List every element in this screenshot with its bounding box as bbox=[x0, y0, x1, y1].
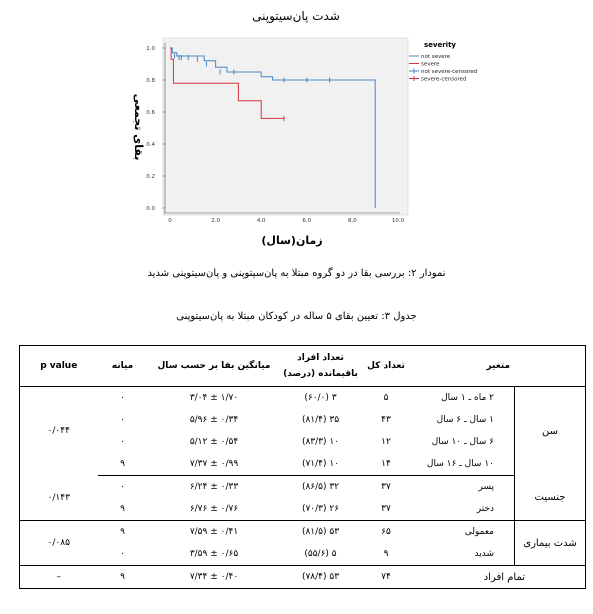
median-cell: ۹ bbox=[98, 566, 148, 589]
variable-cell: شدت بیماری bbox=[515, 521, 586, 566]
figure-caption: نمودار ۲: بررسی بقا در دو گروه مبتلا به پان‌سیتوپنی و پان‌سیتوپنی شدید bbox=[147, 268, 446, 279]
variable-cell: جنسیت bbox=[515, 476, 586, 521]
x-tick-label: 2.0 bbox=[211, 218, 220, 224]
legend-title: severity bbox=[424, 41, 456, 49]
table-header-row bbox=[20, 346, 586, 387]
mean-cell: ۰/۹۹ ± ۷/۳۷ bbox=[148, 453, 281, 476]
y-tick-label: 0.6 bbox=[146, 110, 155, 116]
table-row bbox=[20, 521, 586, 544]
table-row bbox=[20, 431, 586, 453]
y-tick-label: 0.0 bbox=[146, 206, 155, 212]
median-cell: ۹ bbox=[98, 498, 148, 521]
legend-entry: not severe-censored bbox=[421, 69, 478, 75]
survivors-cell: ۳۲ (۸۶/۵) bbox=[301, 482, 340, 492]
table-caption: جدول ۳: تعیین بقای ۵ ساله در کودکان مبتلا به پان‌سیتوپنی bbox=[176, 311, 417, 322]
header-pvalue: p value bbox=[20, 346, 98, 387]
table-row bbox=[20, 409, 586, 431]
mean-cell: ۰/۴۰ ± ۷/۳۴ bbox=[148, 566, 281, 589]
pvalue-cell: – bbox=[20, 566, 98, 589]
mean-cell: ۰/۳۴ ± ۵/۹۶ bbox=[189, 415, 239, 425]
table-row bbox=[20, 387, 586, 410]
survivors-cell: ۲۶ (۷۰/۳) bbox=[281, 498, 361, 521]
results-table bbox=[19, 345, 586, 589]
median-cell: ۹ bbox=[120, 527, 125, 537]
category-cell: معمولی bbox=[464, 527, 494, 537]
survivors-cell: ۱۰ (۷۱/۴) bbox=[281, 453, 361, 476]
pvalue-cell: ۰/۰۸۵ bbox=[20, 521, 98, 566]
category-cell: ۲ ماه ـ ۱ سال bbox=[441, 393, 494, 403]
y-tick-label: 1.0 bbox=[146, 46, 155, 52]
y-tick-label: 0.8 bbox=[146, 78, 155, 84]
survivors-cell: ۱۰ (۸۳/۳) bbox=[301, 437, 340, 447]
table-row bbox=[20, 543, 586, 566]
total-cell: ۶۵ bbox=[381, 527, 391, 537]
category-cell: ۱ سال ـ ۶ سال bbox=[436, 415, 494, 425]
mean-cell: ۰/۶۵ ± ۳/۵۹ bbox=[148, 543, 281, 566]
total-cell: ۱۴ bbox=[361, 453, 412, 476]
survivors-cell: ۵۳ (۸۱/۵) bbox=[301, 527, 340, 537]
median-cell: ۰ bbox=[120, 393, 125, 403]
category-cell: دختر bbox=[412, 498, 515, 521]
legend-entry: severe-censored bbox=[421, 76, 467, 83]
category-cell: پسر bbox=[478, 482, 494, 492]
median-cell: ۰ bbox=[120, 415, 125, 425]
table-row bbox=[20, 453, 586, 476]
mean-cell: ۰/۳۳ ± ۶/۲۴ bbox=[189, 482, 239, 492]
total-cell: ۳۷ bbox=[361, 498, 412, 521]
header-median: میانه bbox=[98, 346, 148, 387]
category-cell: شدید bbox=[412, 543, 515, 566]
legend bbox=[409, 41, 477, 83]
survivors-cell: ۵۳ (۷۸/۴) bbox=[281, 566, 361, 589]
mean-cell: ۰/۴۱ ± ۷/۵۹ bbox=[189, 527, 239, 537]
x-tick-label: 6.0 bbox=[302, 218, 312, 224]
header-variable: متغیر bbox=[412, 346, 586, 387]
header-survivors bbox=[281, 346, 361, 387]
total-cell: ۹ bbox=[361, 543, 412, 566]
total-cell: ۴۳ bbox=[381, 415, 391, 425]
y-tick-label: 0.4 bbox=[146, 142, 155, 148]
median-cell: ۹ bbox=[98, 453, 148, 476]
mean-cell: ۰/۷۶ ± ۶/۷۶ bbox=[148, 498, 281, 521]
x-tick-label: 4.0 bbox=[256, 218, 266, 224]
header-mean: میانگین بقا بر حسب سال bbox=[148, 346, 281, 387]
survivors-cell: ۳۵ (۸۱/۴) bbox=[301, 415, 340, 425]
table-row bbox=[20, 498, 586, 521]
mean-cell: ۰/۵۴ ± ۵/۱۲ bbox=[189, 437, 239, 447]
x-tick-label: 0 bbox=[168, 218, 172, 224]
y-axis-label: بقای تجمعی bbox=[132, 93, 145, 161]
plot-background bbox=[163, 38, 408, 215]
total-cell: ۷۴ bbox=[361, 566, 412, 589]
table-row bbox=[20, 476, 586, 499]
survivors-cell: ۵ (۵۵/۶) bbox=[281, 543, 361, 566]
category-cell: ۱۰ سال ـ ۱۶ سال bbox=[412, 453, 515, 476]
legend-entry: severe bbox=[421, 61, 440, 68]
y-tick-label: 0.2 bbox=[146, 174, 155, 180]
header-survivors-line2: باقیمانده (درصد) bbox=[283, 369, 358, 379]
total-label-cell: تمام افراد bbox=[412, 566, 586, 589]
pvalue-cell: ۰/۰۴۴ bbox=[20, 387, 98, 476]
header-total: تعداد کل bbox=[361, 346, 412, 387]
header-survivors-line1: تعداد افراد bbox=[297, 353, 344, 363]
total-cell: ۱۲ bbox=[381, 437, 391, 447]
survival-chart bbox=[0, 0, 593, 260]
total-cell: ۳۷ bbox=[381, 482, 391, 492]
median-cell: ۰ bbox=[120, 437, 125, 447]
x-tick-label: 8.0 bbox=[348, 218, 357, 224]
pvalue-cell: ۰/۱۴۳ bbox=[20, 476, 98, 521]
x-tick-label: 10.0 bbox=[391, 218, 405, 224]
survivors-cell: ۳ (۶۰/۰) bbox=[304, 393, 337, 403]
legend-entry: not severe bbox=[421, 54, 451, 60]
x-axis-label: زمان(سال) bbox=[261, 234, 323, 247]
median-cell: ۰ bbox=[98, 543, 148, 566]
variable-cell: سن bbox=[515, 387, 586, 476]
median-cell: ۰ bbox=[120, 482, 125, 492]
table-total-row bbox=[20, 566, 586, 589]
chart-title: شدت پان‌سیتوپنی bbox=[252, 9, 340, 23]
mean-cell: ۱/۷۰ ± ۳/۰۴ bbox=[189, 393, 239, 403]
total-cell: ۵ bbox=[383, 393, 389, 403]
category-cell: ۶ سال ـ ۱۰ سال bbox=[431, 437, 494, 447]
